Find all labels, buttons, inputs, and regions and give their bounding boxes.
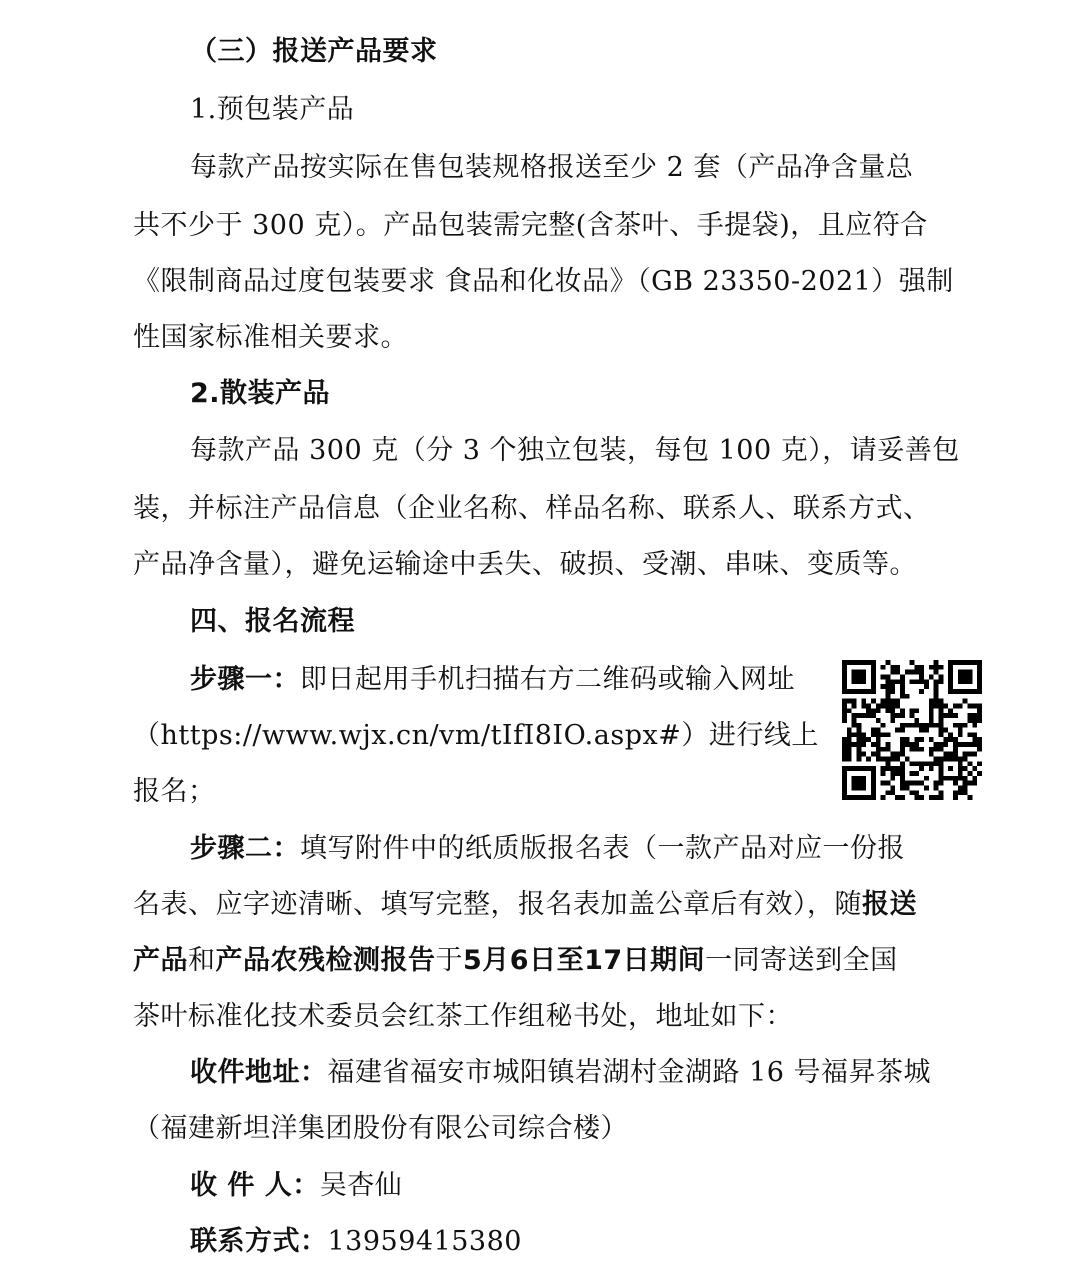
step2-bold-part: 5月6日至17日期间 [463,945,706,976]
step2-text-part: 于 [435,945,463,976]
step2-line2 [133,885,917,925]
section-heading-3: （三）报送产品要求 [190,36,438,67]
paragraph-line: 产品净含量），避免运输途中丢失、破损、受潮、串味、变质等。 [133,549,917,580]
paragraph-line: 装，并标注产品信息（企业名称、样品名称、联系人、联系方式、 [133,493,931,524]
step2-bold-part: 产品农残检测报告 [215,945,436,976]
subheading-bulk: 2.散装产品 [190,378,331,409]
qr-code-icon[interactable] [842,660,982,800]
address-value: 福建省福安市城阳镇岩湖村金湖路 16 号福昇茶城 [327,1057,932,1088]
step2-text-part: 一同寄送到全国 [705,945,898,976]
step1-text: 即日起用手机扫描右方二维码或输入网址 [300,664,795,695]
recipient-label: 收 件 人： [190,1170,320,1201]
step2-text: 填写附件中的纸质版报名表（一款产品对应一份报 [300,833,905,864]
paragraph-line: 每款产品按实际在售包装规格报送至少 2 套（产品净含量总 [190,152,914,183]
step1-line [190,660,795,700]
step2-bold-part: 报送 [862,889,917,920]
recipient-line [190,1166,402,1206]
contact-label: 联系方式： [190,1226,328,1257]
contact-line [190,1222,522,1262]
address-label: 收件地址： [190,1057,328,1088]
address-line [190,1053,931,1093]
recipient-value: 吴杏仙 [319,1170,403,1201]
contact-value: 13959415380 [327,1226,522,1257]
paragraph-line: 共不少于 300 克）。产品包装需完整(含茶叶、手提袋)，且应符合 [133,210,928,241]
step2-text-part: 名表、应字迹清晰、填写完整，报名表加盖公章后有效），随 [133,889,862,920]
subheading-prepackaged: 1.预包装产品 [190,94,355,125]
step1-label: 步骤一： [190,664,300,695]
paragraph-line: 《限制商品过度包装要求 食品和化妆品》（GB 23350-2021）强制 [133,266,954,297]
step2-line3 [133,941,898,981]
section-heading-4: 四、报名流程 [190,606,355,637]
step2-line4: 茶叶标准化技术委员会红茶工作组秘书处，地址如下： [133,1001,793,1032]
paragraph-line: 性国家标准相关要求。 [133,322,408,353]
step2-text-part: 和 [188,945,216,976]
paragraph-line: 每款产品 300 克（分 3 个独立包装，每包 100 克），请妥善包 [190,435,960,466]
step1-end-line: 报名； [133,776,216,807]
step1-url-line: （https://www.wjx.cn/vm/tIfI8IO.aspx#）进行线上 [133,720,819,751]
step2-bold-part: 产品 [133,945,188,976]
step2-label: 步骤二： [190,833,300,864]
address-line2: （福建新坦洋集团股份有限公司综合楼） [133,1113,628,1144]
step2-line [190,829,905,869]
